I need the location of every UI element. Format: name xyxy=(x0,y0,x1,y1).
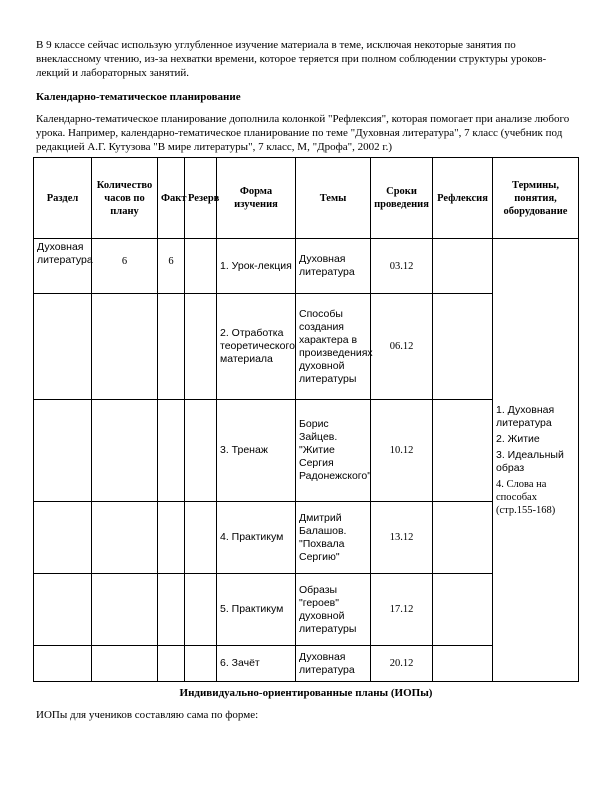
iop-paragraph: ИОПы для учеников составляю сама по форме: xyxy=(36,709,259,721)
cell-section xyxy=(34,400,92,502)
cell-reserve xyxy=(185,400,217,502)
header-form: Форма изучения xyxy=(217,158,296,239)
term-item: 4. Слова на способах (стр.155-168) xyxy=(496,478,556,516)
header-dates: Сроки проведения xyxy=(371,158,433,239)
intro-paragraph: В 9 классе сейчас использую углубленное изучение материала в теме, исключая некоторые занятия по внеклассному чтению, из-за нехватки времени, которое теряется при полном соблюдении структуры уроков-лекций и лабораторных занятий. xyxy=(36,39,547,79)
cell-date: 03.12 xyxy=(371,239,433,294)
cell-reserve xyxy=(185,502,217,574)
cell-fact xyxy=(158,502,185,574)
cell-form: 4. Практикум xyxy=(217,502,296,574)
cell-date: 10.12 xyxy=(371,400,433,502)
cell-date: 17.12 xyxy=(371,574,433,646)
cell-date: 06.12 xyxy=(371,294,433,400)
cell-section xyxy=(34,646,92,682)
cell-form: 5. Практикум xyxy=(217,574,296,646)
cell-fact xyxy=(158,574,185,646)
cell-reflection xyxy=(433,574,493,646)
cell-section xyxy=(34,574,92,646)
header-fact: Факт xyxy=(158,158,185,239)
term-item: 2. Житие xyxy=(496,432,540,445)
cell-section xyxy=(34,294,92,400)
cell-reserve xyxy=(185,646,217,682)
cell-hours xyxy=(92,294,158,400)
cell-hours: 6 xyxy=(92,239,158,294)
cell-date: 20.12 xyxy=(371,646,433,682)
cell-hours xyxy=(92,646,158,682)
cell-topic: Дмитрий Балашов. "Похвала Сергию" xyxy=(296,502,371,574)
cell-terms xyxy=(493,239,579,682)
term-item: 3. Идеальный образ xyxy=(496,448,564,474)
table-header-row xyxy=(34,158,579,239)
cell-fact xyxy=(158,646,185,682)
iop-heading: Индивидуально-ориентированные планы (ИОПы) xyxy=(179,687,433,699)
cell-reserve xyxy=(185,294,217,400)
term-item: 1. Духовная литература xyxy=(496,403,555,429)
cell-reserve xyxy=(185,574,217,646)
cell-section xyxy=(34,502,92,574)
cell-topic: Духовная литература xyxy=(296,239,371,294)
table-row xyxy=(34,239,579,294)
cell-hours xyxy=(92,400,158,502)
cell-reserve xyxy=(185,239,217,294)
cell-hours xyxy=(92,502,158,574)
cell-reflection xyxy=(433,646,493,682)
cell-hours xyxy=(92,574,158,646)
cell-reflection xyxy=(433,502,493,574)
planning-heading: Календарно-тематическое планирование xyxy=(36,91,241,103)
cell-topic: Способы создания характера в произведениях духовной литературы xyxy=(296,294,371,400)
cell-fact xyxy=(158,294,185,400)
header-section: Раздел xyxy=(34,158,92,239)
cell-topic: Духовная литература xyxy=(296,646,371,682)
header-reflection: Рефлексия xyxy=(433,158,493,239)
cell-reflection xyxy=(433,239,493,294)
cell-form: 2. Отработка теоретического материала xyxy=(217,294,296,400)
header-terms: Термины, понятия, оборудование xyxy=(493,158,579,239)
cell-fact xyxy=(158,400,185,502)
cell-topic: Борис Зайцев. "Житие Сергия Радонежского" xyxy=(296,400,371,502)
cell-date: 13.12 xyxy=(371,502,433,574)
header-reserve: Резерв xyxy=(185,158,217,239)
cell-reflection xyxy=(433,400,493,502)
header-topics: Темы xyxy=(296,158,371,239)
cell-topic: Образы "героев" духовной литературы xyxy=(296,574,371,646)
cell-section: Духовная литература xyxy=(34,239,92,294)
planning-table xyxy=(33,157,579,682)
cell-form: 6. Зачёт xyxy=(217,646,296,682)
cell-form: 1. Урок-лекция xyxy=(217,239,296,294)
planning-paragraph: Календарно-тематическое планирование дополнила колонкой "Рефлексия", которая помогает при анализе любого урока. Например, календарно-тематическое планирование по теме "Духовная литература", 7 класс (учебник под редакцией А.Г. Кутузова "В мире литературы", 7 класс, М, "Дрофа", 2002 г.) xyxy=(36,113,570,153)
cell-form: 3. Тренаж xyxy=(217,400,296,502)
cell-reflection xyxy=(433,294,493,400)
header-hours: Количество часов по плану xyxy=(92,158,158,239)
cell-fact: 6 xyxy=(158,239,185,294)
